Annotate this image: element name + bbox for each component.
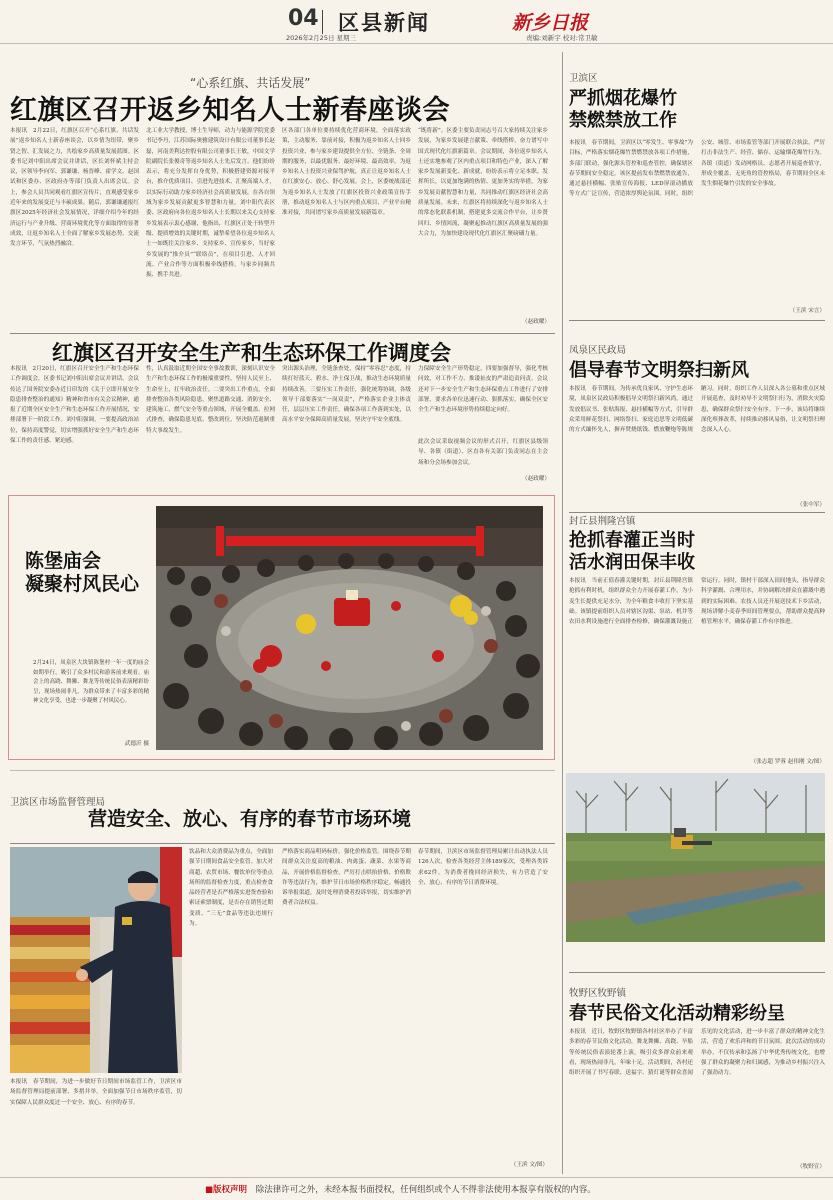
main-story-title[interactable]: 红旗区召开返乡知名人士新春座谈会: [10, 95, 450, 126]
main-story-col1: 本报讯 2月22日，红旗区召开“心系红旗、共话发展”返乡知名人士新春座谈会，以乡情为纽带，聚乡贤之智、汇发展之力，共绘家乡高质量发展蓝图。区委书记刘中阳出席会议并讲话，区长刘怀斌主持会议，区领导李向军、郭谦谦、杨晋峰、霍学文、赵国试和区委办、区政府办等部门负责人出席会议。会上，参会人员共同观看红旗区宣传片，直观感受家乡近年来的发展变迁与丰硕成果。随后，郭谦谦通报红旗区2025年经济社会发展情况，详细介绍今年的经济运行与产业升级、营商环境优化等方面取得的显著成效，让返乡知名人士全面了解家乡发展态势。交流发言环节，气氛热烈融洽。: [10, 128, 139, 248]
right-story-3-title-1[interactable]: 抢抓春灌正当时: [569, 530, 695, 551]
photo-credit: 武德沂 摄: [124, 741, 149, 747]
photo-feature-box: [8, 495, 555, 760]
right-story-3-body: 本报讯 当前正值春灌关键时期，封丘县荆隆宫镇抢抓有利时机，组织群众全力开展春灌工作，为小麦生长提供充足水分，为全年粮食丰收打下坚实基础。该镇提前组织人员对辖区沟渠、泵站、机井等农田水利设施进行全面排查检修，确保灌溉设施正常运行。同时，镇村干部深入田间地头，指导群众科学灌溉、合理用水，并协调解决群众在灌溉中遇到的实际困难。农技人员还开展送技术下乡活动，现场讲解小麦春季田间管理要点，帮助群众提高种植管理水平，确保春灌工作有序推进。: [569, 578, 825, 626]
date-line: 2026年2月25日 星期三: [286, 34, 357, 42]
main-story-kicker: “心系红旗、共话发展”: [190, 76, 311, 90]
market-story-title[interactable]: 营造安全、放心、有序的春节市场环境: [88, 808, 412, 830]
main-story-col4: “既将新”。区委主要负责同志号召大家持续关注家乡发展，为家乡发展建言献策、牵线搭桥，奋力谱写中国式现代化红旗新篇章。会议期间，各位返乡知名人士还实地参观了区内重点项目和特色产业，深入了解家乡发展新变化、新成就，纷纷表示将立足本职、发挥所长，以更加饱满的热情、更加务实的举措，为家乡发展贡献智慧和力量，共同推动红旗区经济社会高质量发展。未来，红旗区将持续深化与返乡知名人士的常态化联系机制，搭建更多交流合作平台，让乡贤回归、乡情回流，凝聚起推动红旗区高质量发展的强大合力，为加快建设现代化红旗区汇聚磅礴力量。: [418, 128, 548, 237]
main-story-col3: 区各部门各单位要持续优化营商环境，全面落实政策，主动服务、靠前对接，积极为返乡知名人士回乡投资兴业、参与家乡建设提供全方位、全链条、全周期的服务，以最优服务、最好环境、最高效率，为返乡知名人士投资兴业保驾护航，真正让返乡知名人士在红旗安心、放心、舒心发展。会上，区委统战部还为返乡知名人士发放了红旗区投资兴业政策宣传手册，推动返乡知名人士与区内重点项目、产业平台精准对接，共同谱写家乡高质量发展新篇章。: [282, 128, 411, 217]
copyright-footer: [205, 1183, 825, 1195]
right-story-4-title[interactable]: 春节民俗文化活动精彩纷呈: [569, 1003, 785, 1024]
temple-fair-photo[interactable]: [156, 506, 543, 750]
photo-feature-title-1[interactable]: 陈堡庙会: [25, 550, 102, 572]
right-story-4-tag: 牧野区牧野镇: [569, 988, 627, 999]
right-story-1-title-1[interactable]: 严抓烟花爆竹: [569, 88, 677, 109]
right-story-4-byline: （牧野宣）: [797, 1164, 825, 1170]
safety-story-col5: 此次会议采取视频会议的形式召开，红旗区县级领导、各镇（街道）、区直各有关部门负责同志在主会场和分会场参加会议。: [418, 439, 548, 466]
safety-story-title[interactable]: 红旗区召开安全生产和生态环保工作调度会: [52, 341, 451, 365]
paper-logo: 新乡日报: [512, 12, 589, 34]
market-story-col1: 本报讯 春节期间，为进一步做好节日期间市场监管工作，卫滨区市场监督管理局提前部署、多措并举，全面加强节日市场秩序监管，切实保障人民群众度过一个安全、放心、有序的春节。: [10, 1079, 182, 1106]
right-story-3-byline: （张志超 罗蓉 赵伟刚 文/图）: [750, 759, 825, 765]
right-story-3-title-2[interactable]: 活水润田保丰收: [569, 552, 695, 573]
safety-story-col3: 突出源头治理，全链条查处，保持“零容忍”态度，持续打好蓝天、碧水、净土保卫战，推动生态环境质量持续改善。三要压实工作责任，强化统筹协调，各级领导干部要落实“一岗双责”，严格落实企业主体责任，层层压实工作责任，确保各项工作落到实处，以高水平安全保障高质量发展，坚决守牢安全底线。: [282, 366, 411, 424]
editor-line: 责编:刘新宇 校对:常卫敏: [526, 34, 598, 42]
masthead: [0, 0, 833, 44]
market-story-col3: 严格落实商品明码标价，强化价格监管。围绕春节期间群众关注度高的粮油、肉禽蛋、蔬菜、水果等商品，开展价格监督检查，严厉打击哄抬价格、价格欺诈等违法行为，维护节日市场价格秩序稳定。畅通投诉举报渠道，及时处理消费者投诉举报，切实维护消费者合法权益。: [282, 849, 411, 907]
main-story-byline: （赵政曜）: [522, 319, 550, 325]
irrigation-field-photo[interactable]: [566, 773, 825, 942]
right-story-3-tag: 封丘县荆隆宫镇: [569, 516, 636, 527]
market-story-tag: 卫滨区市场监督管理局: [10, 797, 106, 808]
right-story-2-byline: （张中军）: [797, 502, 825, 508]
section-title: 区县新闻: [338, 11, 430, 35]
safety-story-byline: （赵政曜）: [522, 476, 550, 482]
safety-story-col1: 本报讯 2月20日，红旗区召开安全生产和生态环保工作调度会，区委书记刘中阳出席会议并讲话。会议传达了国务院安委办近日印发的《关于立即开展安全隐患排查整治的通知》精神和省市有关会议精神，通报了近期全区安全生产和生态环保工作开展情况，安排部署下一阶段工作。刘中阳强调，一要提高政治站位，保持高度警觉，切实增强抓好安全生产和生态环保工作的责任感、紧迫感。: [10, 366, 139, 445]
safety-story-col2: 性，认真汲取近期全国安全事故教训，深刻认识安全生产和生态环保工作的极端重要性，坚持人民至上、生命至上，扛牢政治责任。二要突出工作重点，全面排查整治各类风险隐患，聚焦道路交通、消防安全、建筑施工、燃气安全等重点领域，开展全覆盖、拉网式排查，确保隐患见底、整改到位，坚决防范遏制重特大事故发生。: [146, 366, 275, 434]
right-story-1-tag: 卫滨区: [569, 73, 598, 84]
main-story-col2: 北工业大学教授，博士生导师，动力与能源学院党委书记李丹，江苏国际奥雅建筑设计有限公司董事长赵磊，河南美利达控股有限公司董事长王敏，中国文学院副院长张俊奇等返乡知名人士先后发言。他们纷纷表示，将充分发挥自身优势，积极搭建资源对接平台，推介优质项目、引进先进技术、汇聚高端人才，以实际行动助力家乡经济社会高质量发展，在各自领域为家乡发展贡献更多智慧和力量。刘中阳代表区委、区政府向各位返乡知名人士长期以来关心支持家乡发展表示衷心感谢，他指出，红旗区正处于转型升级、提质增效的关键时期，诚挚希望各位返乡知名人士一如既往关注家乡、支持家乡、宣传家乡，当好家乡发展的“推介员”“联络员”，在项目引进、人才回流、产业合作等方面积极牵线搭桥，与家乡同频共振、携手共进。: [146, 128, 275, 279]
photo-feature-caption: 2月24日，凤泉区大块镇陈堡村一年一度的庙会如期举行，吸引了众多村民和游客前来观看。庙会上的高跷、舞狮、舞龙等传统民俗表演精彩纷呈，现场热闹非凡，为群众带来了丰富多彩的精神文化享受，也进一步凝聚了村风民心。: [33, 660, 149, 705]
copyright-label: ■版权声明: [205, 1185, 248, 1195]
photo-feature-title-2[interactable]: 凝聚村风民心: [25, 573, 140, 595]
page-number: 04: [288, 6, 319, 31]
market-story-byline: （王滨 文/图）: [510, 1162, 548, 1168]
right-story-1-body: 本报讯 春节期间，卫滨区以“零发生、零事故”为目标，严格落实烟花爆竹禁燃禁放各项工作措施，多部门联动，强化源头管控和巡查管控，确保辖区春节期间安全稳定。该区提前发布禁燃禁放通告，通过悬挂横幅、张贴宣传海报、LED屏滚动播放等方式广泛宣传，营造浓厚舆论氛围。同时，组织公安、城管、市场监管等部门开展联合执法，严厉打击非法生产、经营、储存、运输烟花爆竹行为。各镇（街道）发动网格员、志愿者开展巡查值守，形成全覆盖、无死角的管控格局，春节期间全区未发生烟花爆竹引发的安全事故。: [569, 140, 825, 198]
right-story-2-tag: 凤泉区民政局: [569, 345, 627, 356]
safety-story-col4: 力保障安全生产形势稳定。四要加强督导，强化考核问效，对工作不力、推诿扯皮的严肃追责问责。会议还对下一步安全生产和生态环保重点工作进行了安排部署，要求各单位迅速行动、狠抓落实，确保全区安全生产和生态环境形势持续稳定向好。: [418, 366, 548, 414]
copyright-text: 除法律许可之外，未经本报书面授权，任何组织或个人不得非法使用本报享有版权的内容。: [255, 1185, 596, 1195]
right-story-1-byline: （王滨 宋言）: [789, 308, 825, 314]
market-inspection-photo[interactable]: [10, 847, 182, 1073]
market-story-col4: 春节期间，卫滨区市场监督管理局累计出动执法人员126人次，检查各类经营主体189家次，受理各类诉求62件，为消费者挽回经济损失，有力营造了安全、放心、有序的节日消费环境。: [418, 849, 548, 886]
right-story-2-title[interactable]: 倡导春节文明祭扫新风: [569, 360, 749, 381]
market-story-col2: 饮品和大众消费品为重点，全面加强节日期间食品安全监管。加大对商超、农贸市场、餐饮单位等重点场所的监督检查力度，重点检查食品经营者是否严格落实进货查验和索证索票制度，是否存在销售过期变质、“三无”食品等违法违规行为。: [189, 849, 273, 928]
right-story-1-title-2[interactable]: 禁燃禁放工作: [569, 110, 677, 131]
right-story-4-body: 本报讯 近日，牧野区牧野镇各村社区举办了丰富多彩的春节民俗文化活动，舞龙舞狮、高跷、旱船等传统民俗表演轮番上演，吸引众多群众前来观看，现场热闹非凡，年味十足。活动期间，各村还组织开展了书写春联、送福字、猜灯谜等群众喜闻乐见的文化活动，进一步丰富了群众的精神文化生活，营造了欢乐祥和的节日氛围。此次活动的成功举办，不仅传承和弘扬了中华优秀传统文化，也增强了群众的凝聚力和归属感，为推动乡村振兴注入了强劲动力。: [569, 1029, 825, 1077]
right-story-2-body: 本报讯 春节期间，为传承优良家风、守护生态环境，凤泉区民政局积极倡导文明祭扫新风尚，通过发放倡议书、张贴海报、悬挂横幅等方式，引导群众采用鲜花祭扫、网络祭扫、家庭追思等文明低碳的方式缅怀先人，摒弃焚烧纸钱、燃放鞭炮等陈规陋习。同时，组织工作人员深入各公墓和重点区域开展巡查，及时劝导不文明祭扫行为，消除火灾隐患，确保群众祭扫安全有序。下一步，该局将继续深化殡葬改革，持续推动移风易俗，让文明祭扫理念深入人心。: [569, 386, 825, 434]
